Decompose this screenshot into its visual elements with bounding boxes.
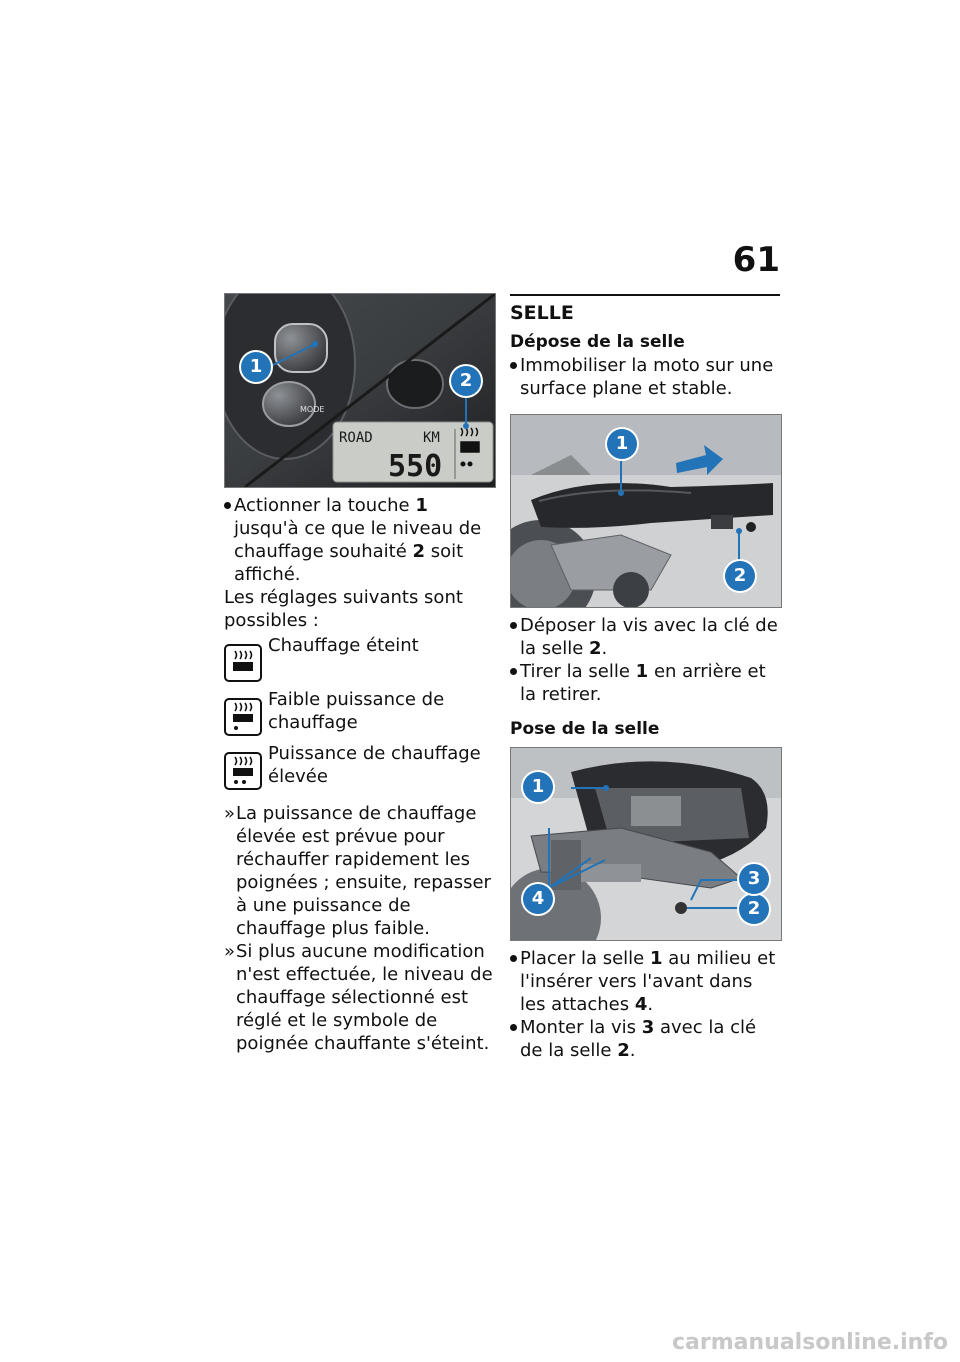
heated-grip-figure	[224, 293, 496, 488]
callout-4: 4	[523, 884, 553, 914]
callout-3: 3	[739, 864, 769, 894]
removal-steps	[510, 614, 780, 706]
callout-2: 2	[739, 894, 769, 924]
result-no-change: » Si plus aucune modification n'est effectuée, le niveau de chauffage sélectionné est réglé et le symbole de poignée chauffante s'éteint.	[224, 940, 494, 1055]
lcd-unit: KM	[423, 430, 440, 446]
heat-level-high: Puissance de chauffage élevée	[224, 742, 494, 790]
step-place-seat: Placer la selle 1 au milieu et l'insérer vers l'avant dans les attaches 4.	[510, 947, 780, 1016]
page-number: 61	[732, 240, 780, 280]
heat-level-off: Chauffage éteint	[224, 634, 494, 682]
right-column	[510, 293, 780, 1062]
settings-intro: Les réglages suivants sont possibles :	[224, 587, 463, 631]
step-pull-seat: Tirer la selle 1 en arrière et la retirer.	[510, 660, 780, 706]
lcd-mode: ROAD	[339, 430, 373, 446]
step-park: Immobiliser la moto sur une surface plane et stable.	[510, 354, 780, 400]
installation-steps	[510, 947, 780, 1062]
heat-level-low: Faible puissance de chauffage	[224, 688, 494, 736]
callout-1: 1	[607, 429, 637, 459]
step-remove-screw: Déposer la vis avec la clé de la selle 2.	[510, 614, 780, 660]
callout-1: 1	[523, 772, 553, 802]
seat-installation-figure	[510, 747, 782, 941]
heated-grip-low-icon	[224, 698, 262, 736]
heat-level-list	[224, 634, 494, 790]
seat-removal-figure	[510, 414, 782, 608]
heated-grip-high-icon	[224, 752, 262, 790]
callout-2: 2	[725, 561, 755, 591]
callout-1: 1	[241, 352, 271, 382]
callout-2: 2	[451, 366, 481, 396]
heated-grip-off-icon	[224, 644, 262, 682]
removal-heading: Dépose de la selle	[510, 332, 685, 352]
section-title: SELLE	[510, 302, 574, 324]
mode-button-label: MODE	[300, 405, 325, 414]
watermark: carmanualsonline.info	[672, 1330, 948, 1355]
result-high-heat: » La puissance de chauffage élevée est prévue pour réchauffer rapidement les poignées ; ensuite, repasser à une puissance de chauffage plus faible.	[224, 802, 494, 940]
step-mount-screw: Monter la vis 3 avec la clé de la selle 2.	[510, 1016, 780, 1062]
result-list	[224, 802, 494, 1055]
installation-heading: Pose de la selle	[510, 719, 660, 739]
step-press-button: Actionner la touche 1 jusqu'à ce que le niveau de chauffage souhaité 2 soit affiché.	[224, 494, 494, 586]
section-rule	[510, 294, 780, 296]
lcd-value: 550	[388, 449, 443, 484]
left-column	[224, 293, 494, 1055]
